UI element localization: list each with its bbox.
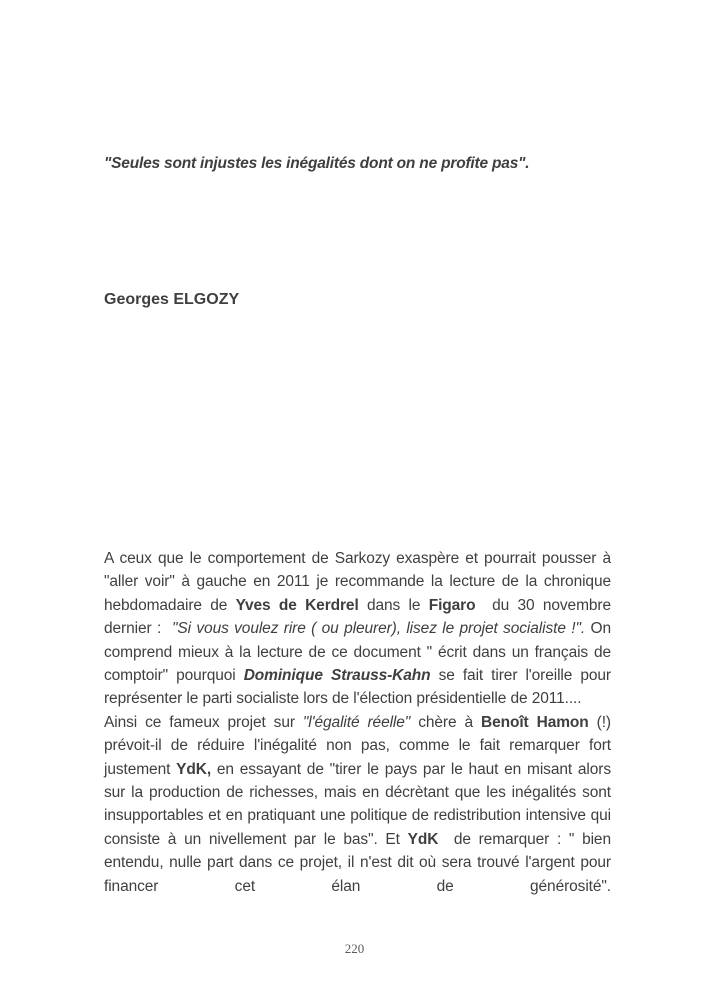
text-segment-normal: On comprend mieux à la lecture de ce document " écrit dans un français de comptoir" pourquoi <box>104 620 611 685</box>
text-segment-normal: en essayant de "tirer le pays par le haut en misant alors sur la production de richesses, mais en décrètant que les inégalités sont insupportables et en pratiquant une politique de redistribution intensive qui consiste à un nivellement par le bas". Et <box>104 760 611 848</box>
text-segment-normal: (!) prévoit-il de réduire l'inégalité non pas, comme le fait remarquer fort justement <box>104 713 611 778</box>
page-number: 220 <box>344 941 365 956</box>
text-segment-bold: YdK, <box>176 760 212 778</box>
text-segment-normal: chère à <box>410 713 481 731</box>
text-segment-bold: Yves de Kerdrel <box>235 596 359 614</box>
text-segment-normal: A ceux que le comportement de Sarkozy exaspère et pourrait pousser à "aller voir" à gauche en 2011 je recommande la lecture de la chronique hebdomadaire de <box>104 550 611 614</box>
text-segment-bold: YdK <box>407 830 439 848</box>
epigraph-quote: "Seules sont injustes les inégalités dont on ne profite pas". <box>104 155 530 172</box>
text-segment-bold: Benoît Hamon <box>481 713 589 731</box>
text-segment-normal: dans le <box>358 596 429 614</box>
text-segment-normal: se fait tirer l'oreille pour représenter le parti socialiste lors de l'élection présidentielle de 2011.... <box>104 667 611 708</box>
text-segment-normal: de remarquer : " bien entendu, nulle part dans ce projet, il n'est dit où sera trouvé l'argent pour financer cet élan de générosité". <box>104 830 611 895</box>
text-segment-bolditalic: Dominique Strauss-Kahn <box>243 667 431 685</box>
text-segment-italic: "Si vous voulez rire ( ou pleurer), lisez le projet socialiste !". <box>172 620 586 638</box>
text-segment-normal: du 30 novembre dernier : <box>104 596 611 638</box>
epigraph-author: Georges ELGOZY <box>104 291 240 308</box>
text-segment-normal: Ainsi ce fameux projet sur <box>104 713 303 731</box>
text-segment-italic: "l'égalité réelle" <box>302 713 411 731</box>
body-text <box>104 547 611 898</box>
paragraph <box>104 711 611 898</box>
text-segment-bold: Figaro <box>428 596 476 614</box>
paragraph <box>104 547 611 711</box>
